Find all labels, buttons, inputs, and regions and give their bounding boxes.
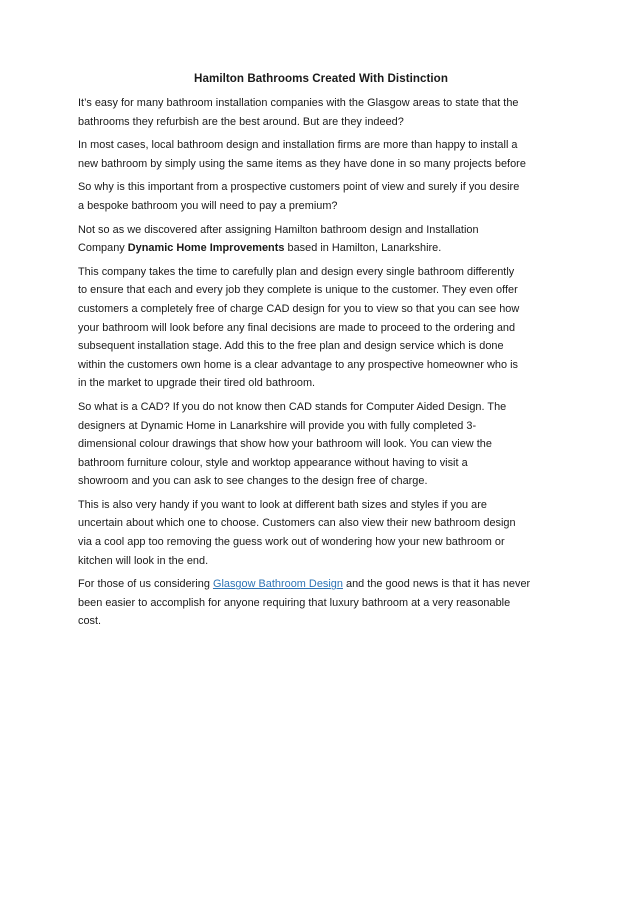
text-line: customers a completely free of charge CAD design for you to view so that you can see how xyxy=(78,302,520,315)
paragraph-8 xyxy=(78,575,564,631)
text-line: In most cases, local bathroom design and installation firms are more than happy to install a xyxy=(78,139,518,152)
text-line: been easier to accomplish for anyone requiring that luxury bathroom at a very reasonable xyxy=(78,596,511,609)
text-segment: based in Hamilton, Lanarkshire. xyxy=(284,242,442,255)
text-line: designers at Dynamic Home in Lanarkshire will provide you with fully completed 3- xyxy=(78,419,477,432)
text-line xyxy=(78,575,564,594)
paragraph-4 xyxy=(78,221,564,258)
paragraph-3 xyxy=(78,178,564,215)
paragraph-7 xyxy=(78,496,564,570)
text-line xyxy=(78,239,564,258)
text-line: Not so as we discovered after assigning Hamilton bathroom design and Installation xyxy=(78,223,479,236)
paragraph-2 xyxy=(78,136,564,173)
text-segment: Company xyxy=(78,242,128,255)
text-line: So why is this important from a prospective customers point of view and surely if you desire xyxy=(78,181,520,194)
text-line: to ensure that each and every job they complete is unique to the customer. They even offer xyxy=(78,284,518,297)
text-line: your bathroom will look before any final decisions are made to proceed to the ordering and xyxy=(78,321,516,334)
paragraph-1 xyxy=(78,94,564,131)
text-line: cost. xyxy=(78,615,102,628)
text-line: in the market to upgrade their tired old bathroom. xyxy=(78,377,316,390)
text-line: uncertain about which one to choose. Customers can also view their new bathroom design xyxy=(78,517,516,530)
text-line: bathroom furniture colour, style and worktop appearance without having to visit a xyxy=(78,456,468,469)
text-line: subsequent installation stage. Add this to the free plan and design service which is done xyxy=(78,340,504,353)
text-segment: and the good news is that it has never xyxy=(342,578,531,591)
text-segment: For those of us considering xyxy=(78,578,213,591)
text-line: This company takes the time to carefully plan and design every single bathroom differently xyxy=(78,265,515,278)
text-line: showroom and you can ask to see changes to the design free of charge. xyxy=(78,475,428,488)
paragraph-5 xyxy=(78,263,564,393)
text-line: This is also very handy if you want to look at different bath sizes and styles if you are xyxy=(78,498,487,511)
text-line: a bespoke bathroom you will need to pay a premium? xyxy=(78,199,338,212)
text-line: via a cool app too removing the guess work out of wondering how your new bathroom or xyxy=(78,536,505,549)
paragraph-6 xyxy=(78,398,564,491)
glasgow-bathroom-design-link[interactable]: Glasgow Bathroom Design xyxy=(212,578,343,591)
company-name: Dynamic Home Improvements xyxy=(127,242,285,255)
text-line: It’s easy for many bathroom installation companies with the Glasgow areas to state that the xyxy=(78,97,519,109)
text-line: So what is a CAD? If you do not know then CAD stands for Computer Aided Design. The xyxy=(78,400,507,413)
text-line: bathrooms they refurbish are the best around. But are they indeed? xyxy=(78,115,404,128)
document-title: Hamilton Bathrooms Created With Distinction xyxy=(194,72,448,85)
text-line: dimensional colour drawings that show how your bathroom will look. You can view the xyxy=(78,438,492,451)
text-line: kitchen will look in the end. xyxy=(78,554,209,567)
text-line: within the customers own home is a clear advantage to any prospective homeowner who is xyxy=(78,358,518,371)
text-line: new bathroom by simply using the same items as they have done in so many projects before xyxy=(78,157,526,170)
